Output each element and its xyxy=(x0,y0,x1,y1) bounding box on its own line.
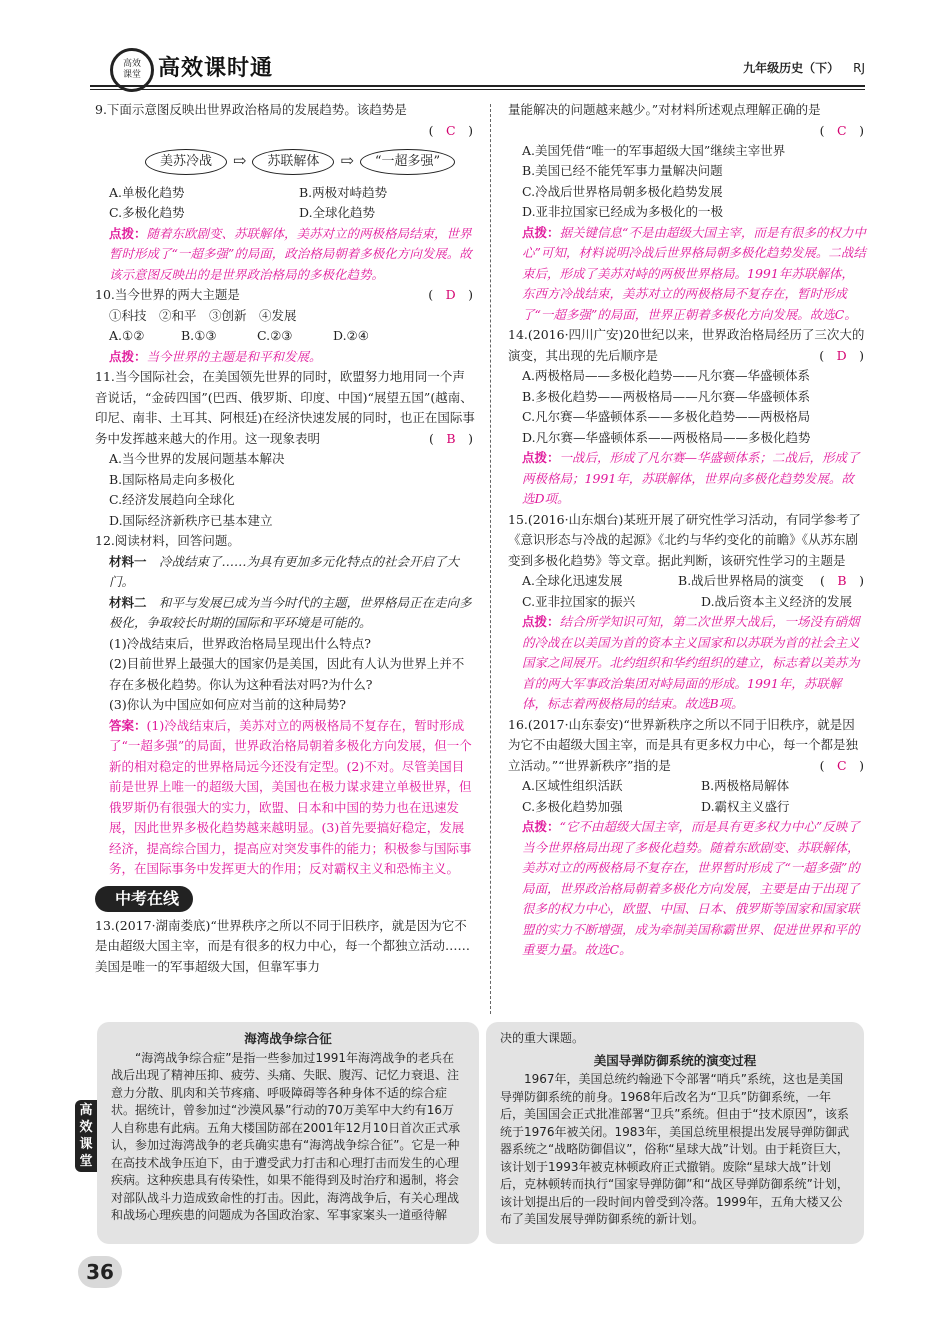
question-16 xyxy=(508,715,866,961)
header-rule-thin xyxy=(90,89,865,90)
q12-stem: 12.阅读材料，回答问题。 xyxy=(95,533,240,548)
q10-items: ①科技 ②和平 ③创新 ④发展 xyxy=(109,307,297,323)
q15-options-row2 xyxy=(508,592,866,613)
logo-title: 高效课时通 xyxy=(158,56,274,81)
q12-answer: 答案：(1)冷战结束后，美苏对立的两极格局不复存在，暂时形成了“一超多强”的局面，世界政治格局朝着多极化方向发展，但一个新的相对稳定的世界格局远今还没有定型。(2)不对。尽管美国目前是世界上唯一的超级大国，美国也在极力谋求建立单极世界，但俄罗斯仍有很强大的实力，欧盟、日本和中国的势力也在迅速发展，因此世界多极化趋势越来越明显。(3)首先要搞好稳定，发展经济，提高综合国力，提高应对突发事件的能力；积极参与国际事务，在国际事务中发挥更大的作用；反对霸权主义和恐怖主义。 xyxy=(109,717,472,876)
q9-hint: 点拨：随着东欧剧变、苏联解体，美苏对立的两极格局结束，世界暂时形成了“一超多强”的局面，政治格局朝着多极化方向发展。故该示意图反映出的是世界政治格局的多极化趋势。 xyxy=(109,225,472,282)
q11-option-c[interactable]: C.经济发展趋向全球化 xyxy=(109,492,235,507)
box-text: 1967年，美国总统约翰逊下令部署“哨兵”系统，这也是美国导弹防御系统的前身。1968年后改名为“卫兵”防御系统，一年后，美国国会正式批准部署“卫兵”系统。但由于“技术原因”，该系统于1976年被关闭。1983年，美国总统里根提出发展导弹防御武器系统之“战略防御倡议”，俗称“星球大战”计划。由于耗资巨大，该计划于1993年被克林顿政府正式撤销。废除“星球大战”计划后，克林顿转而执行“国家导弹防御”和“战区导弹防御系统”计划，该计划提出后的一段时间内曾受到冷落。1999年，五角大楼又公布了美国发展导弹防御系统的新计划。 xyxy=(500,1072,850,1226)
q14-answer: ( D ) xyxy=(819,347,864,363)
question-14 xyxy=(508,325,866,510)
q12-sub-3: (3)你认为中国应如何应对当前的这种局势? xyxy=(109,697,346,712)
header-rule xyxy=(90,85,865,87)
question-13-cont xyxy=(508,100,866,325)
q11-stem: 11.当今国际社会，在美国领先世界的同时，欧盟努力地用同一个声音说话，“金砖四国”(巴西、俄罗斯、印度、中国)“展望五国”(越南、印尼、南非、土耳其、阿根廷)在经济快速发展的同时，也正在国际事务中发挥越来越大的作用。这一现象表明 xyxy=(95,369,475,446)
q9-options-row2 xyxy=(95,203,475,224)
q13-stem-cont: 量能解决的问题越来越少。”对材料所述观点理解正确的是 xyxy=(508,102,821,117)
q12-sub-2: (2)目前世界上最强大的国家仍是美国，因此有人认为世界上并不存在多极化趋势。你认为这种看法对吗?为什么? xyxy=(109,656,465,692)
q14-hint: 点拨：一战后，形成了凡尔赛—华盛顿体系；二战后，形成了两极格局；1991年，苏联解体，世界向多极化趋势发展。故选D项。 xyxy=(522,450,860,506)
q14-option-a[interactable]: A.两极格局——多极化趋势——凡尔赛—华盛顿体系 xyxy=(522,368,811,383)
q10-option-c[interactable]: C.②③ xyxy=(257,328,293,343)
q15-option-c[interactable]: C.亚非拉国家的振兴 xyxy=(522,593,636,609)
q11-option-d[interactable]: D.国际经济新秩序已基本建立 xyxy=(109,512,273,528)
left-column xyxy=(95,100,475,977)
q13-option-d[interactable]: D.亚非拉国家已经成为多极化的一极 xyxy=(522,204,724,219)
arrow-right-icon: ⇨ xyxy=(233,151,247,171)
q16-hint: 点拨：“它不由超级大国主宰，而是具有更多权力中心”反映了当今世界格局出现了多极化趋势。随着东欧剧变、苏联解体，美苏对立的两极格局不复存在，世界暂时形成了“一超多强”的局面，世界政治格局朝着多极化方向发展，主要是由于出现了很多的权力中心，欧盟、中国、日本、俄罗斯等国家和国家联盟的实力不断增强，成为牵制美国称霸世界、促进世界和平的重要力量。故选C。 xyxy=(522,819,860,957)
grade-label: 九年级历史（下） xyxy=(743,61,840,75)
q9-flow-diagram xyxy=(145,145,475,179)
q13-option-a[interactable]: A.美国凭借“唯一的军事超级大国”继续主宰世界 xyxy=(522,142,786,158)
q9-stem: 9.下面示意图反映出世界政治格局的发展趋势。该趋势是 xyxy=(95,102,407,117)
header-subject xyxy=(743,58,865,79)
box-text-cont: 决的重大课题。 xyxy=(500,1031,585,1045)
q16-options-row2 xyxy=(508,797,866,818)
right-column xyxy=(508,100,866,961)
q16-option-d[interactable]: D.霸权主义盛行 xyxy=(701,798,790,814)
q10-answer: ( D ) xyxy=(428,287,473,302)
q12-material-2: 材料二 和平与发展已成为当今时代的主题，世界格局正在走向多极化，争取较长时期的国际和平环境是可能的。 xyxy=(109,594,472,630)
page-header xyxy=(90,48,865,94)
q11-option-a[interactable]: A.当今世界的发展问题基本解决 xyxy=(109,451,285,466)
page-number: 36 xyxy=(78,1256,122,1288)
q14-option-c[interactable]: C.凡尔赛—华盛顿体系——多极化趋势——两极格局 xyxy=(522,409,811,424)
q10-options xyxy=(95,326,475,347)
q9-option-a[interactable]: A.单极化趋势 xyxy=(109,184,185,200)
q15-answer: ( B ) xyxy=(820,573,864,588)
q9-option-d[interactable]: D.全球化趋势 xyxy=(299,205,376,220)
question-9 xyxy=(95,100,475,285)
side-tab-label: 高效课堂 xyxy=(75,1100,97,1172)
logo-clock-text: 高效课堂 xyxy=(122,59,141,80)
q10-option-d[interactable]: D.②④ xyxy=(333,328,369,343)
q15-options-row1 xyxy=(508,571,820,592)
box-title: 美国导弹防御系统的演变过程 xyxy=(593,1052,757,1068)
q16-stem: 16.(2017·山东泰安)“世界新秩序之所以不同于旧秩序，就是因为它不由超级大国主宰，而是具有更多权力中心，每一个都是独立活动。”“世界新秩序”指的是 xyxy=(508,716,859,773)
q14-stem: 14.(2016·四川广安)20世纪以来，世界政治格局经历了三次大的演变，其出现的先后顺序是 xyxy=(508,327,865,363)
flow-node-cold-war: 美苏冷战 xyxy=(145,149,227,175)
q10-hint: 点拨：当今世界的主题是和平和发展。 xyxy=(109,348,322,364)
q15-option-b[interactable]: B.战后世界格局的演变 xyxy=(678,573,804,588)
q9-option-c[interactable]: C.多极化趋势 xyxy=(109,205,185,220)
q12-sub-1: (1)冷战结束后，世界政治格局呈现出什么特点? xyxy=(109,635,371,651)
q9-answer: ( C ) xyxy=(428,122,473,138)
q15-option-d[interactable]: D.战后资本主义经济的发展 xyxy=(701,593,853,609)
q13-hint: 点拨：据关键信息“不是由超级大国主宰，而是有很多的权力中心”可知，材料说明冷战后世界格局朝多极化趋势发展。二战结束后，形成了美苏对峙的两极世界格局。1991年苏联解体，东西方冷战结束，美苏对立的两极格局不复存在，暂时形成了“一超多强”的局面，世界正朝着多极化方向发展。故选C。 xyxy=(522,224,866,322)
q13-option-b[interactable]: B.美国已经不能凭军事力量解决问题 xyxy=(522,163,723,178)
q16-answer: ( C ) xyxy=(819,757,864,773)
q9-options-row1 xyxy=(95,183,475,204)
section-badge-zhongkao: 中考在线 xyxy=(95,886,193,912)
q13-option-c[interactable]: C.冷战后世界格局朝多极化趋势发展 xyxy=(522,183,723,199)
reading-box-missile-defense xyxy=(486,1022,864,1244)
question-12 xyxy=(95,531,475,880)
box-text: “海湾战争综合症”是指一些参加过1991年海湾战争的老兵在战后出现了精神压抑、疲劳、头痛、失眠、腹泻、记忆力衰退、注意力分散、肌肉和关节疼痛、呼吸障碍等各种身体不适的综合症状。据统计，曾参加过“沙漠风暴”行动的70万美军中大约有16万人自称患有此病。五角大楼国防部在2001年12月10日首次正式承认，参加过海湾战争的老兵确实患有“海湾战争综合征”。它是一种在高技术战争压迫下，由于遭受武力打击和心理打击而发生的心理疾病。这种疾患具有传染性，如果不能得到及时治疗和遏制，将会对部队战斗力造成致命性的打击。因此，海湾战争后，有关心理战和战场心理疾患的问题成为各国政治家、军事家案头一道亟待解 xyxy=(111,1050,461,1222)
q15-hint: 点拨：结合所学知识可知，第二次世界大战后，一场没有硝烟的冷战在以美国为首的资本主义国家和以苏联为首的社会主义国家之间展开。北约组织和华约组织的建立，标志着以美苏为首的两大军事政治集团对峙局面的形成。1991年，苏联解体，标志着两极格局的结束。故选B项。 xyxy=(522,614,860,711)
q16-option-c[interactable]: C.多极化趋势加强 xyxy=(522,798,623,814)
flow-node-one-superpower: “一超多强” xyxy=(360,149,455,175)
question-15 xyxy=(508,510,866,715)
q11-answer: ( B ) xyxy=(429,430,473,446)
q12-material-1: 材料一 冷战结束了……为具有更加多元化特点的社会开启了大门。 xyxy=(109,553,460,589)
question-10 xyxy=(95,285,475,367)
edition-label: RJ xyxy=(853,61,865,75)
q9-option-b[interactable]: B.两极对峙趋势 xyxy=(299,184,388,200)
q15-option-a[interactable]: A.全球化迅速发展 xyxy=(522,573,623,588)
q11-option-b[interactable]: B.国际格局走向多极化 xyxy=(109,471,235,487)
box-title: 海湾战争综合征 xyxy=(244,1031,332,1046)
arrow-right-icon: ⇨ xyxy=(340,151,354,171)
q10-stem: 10.当今世界的两大主题是 xyxy=(95,287,240,302)
q16-option-b[interactable]: B.两极格局解体 xyxy=(701,778,790,793)
q13-answer: ( C ) xyxy=(819,122,864,138)
question-13 xyxy=(95,916,475,978)
reading-box-gulf-war xyxy=(97,1022,479,1244)
question-11 xyxy=(95,367,475,531)
q13-stem: 13.(2017·湖南娄底)“世界秩序之所以不同于旧秩序，就是因为它不是由超级大国主宰，而是有很多的权力中心，每一个都独立活动……美国是唯一的军事超级大国，但靠军事力 xyxy=(95,917,471,974)
q16-options-row1 xyxy=(508,776,866,797)
q10-option-a[interactable]: A.①② xyxy=(109,328,145,343)
q14-option-b[interactable]: B.多极化趋势——两极格局——凡尔赛—华盛顿体系 xyxy=(522,388,811,404)
column-divider xyxy=(490,104,491,1014)
q15-stem: 15.(2016·山东烟台)某班开展了研究性学习活动，有同学参考了《意识形态与冷战的起源》《北约与华约变化的前瞻》《从苏东剧变到多极化趋势》等文章。据此判断，该研究性学习的主题是 xyxy=(508,511,861,568)
q14-option-d[interactable]: D.凡尔赛—华盛顿体系——两极格局——多极化趋势 xyxy=(522,429,811,445)
q16-option-a[interactable]: A.区域性组织活跃 xyxy=(522,778,623,793)
flow-node-ussr-collapse: 苏联解体 xyxy=(252,149,334,175)
q10-option-b[interactable]: B.①③ xyxy=(181,328,217,343)
